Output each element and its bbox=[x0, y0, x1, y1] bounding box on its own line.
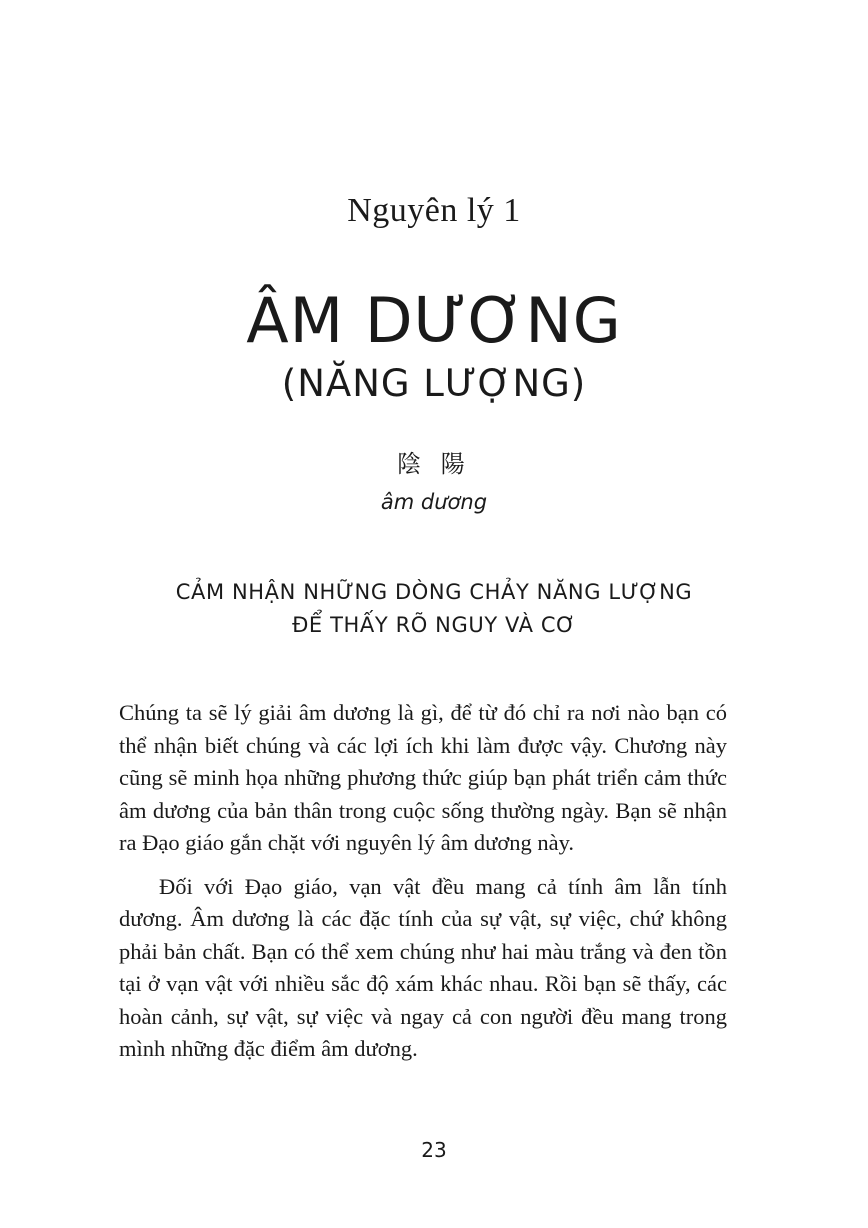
page-number: 23 bbox=[421, 1138, 447, 1162]
motto-line-2: ĐỂ THẤY RÕ NGUY VÀ CƠ bbox=[292, 613, 576, 637]
chapter-subtitle: (NĂNG LƯỢNG) bbox=[281, 362, 587, 405]
chapter-title: ÂM DƯƠNG bbox=[246, 284, 622, 357]
paragraph-2: Đối với Đạo giáo, vạn vật đều mang cả tính âm lẫn tính dương. Âm dương là các đặc tính của sự vật, sự việc, chứ không phải bản chất. Bạn có thể xem chúng như hai màu trắng và đen tồn tại ở vạn vật với nhiều sắc độ xám khác nhau. Rồi bạn sẽ thấy, các hoàn cảnh, sự vật, sự việc và ngay cả con người đều mang trong mình những đặc điểm âm dương. bbox=[119, 873, 727, 1061]
chapter-motto bbox=[0, 576, 868, 642]
chapter-label: Nguyên lý 1 bbox=[347, 192, 521, 229]
han-characters: 陰 陽 bbox=[397, 450, 471, 478]
motto-line-1: CẢM NHẬN NHỮNG DÒNG CHẢY NĂNG LƯỢNG bbox=[175, 580, 693, 604]
romanization: âm dương bbox=[380, 490, 488, 514]
body-text bbox=[119, 697, 727, 1077]
paragraph-1: Chúng ta sẽ lý giải âm dương là gì, để từ đó chỉ ra nơi nào bạn có thể nhận biết chúng và các lợi ích khi làm được vậy. Chương này cũng sẽ minh họa những phương thức giúp bạn phát triển cảm thức âm dương của bản thân trong cuộc sống thường ngày. Bạn sẽ nhận ra Đạo giáo gắn chặt với nguyên lý âm dương này. bbox=[119, 700, 727, 855]
